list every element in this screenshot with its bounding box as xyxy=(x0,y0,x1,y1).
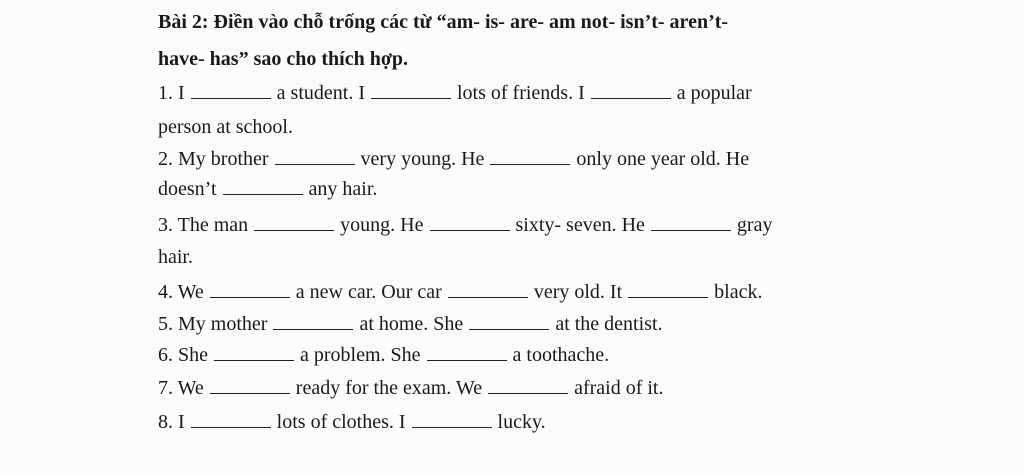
question-text: a student. I xyxy=(276,82,365,104)
answer-blank[interactable] xyxy=(254,229,334,231)
question-text: at home. She xyxy=(359,313,464,335)
question-text: a problem. She xyxy=(300,344,421,366)
answer-blank[interactable] xyxy=(210,392,290,394)
answer-blank[interactable] xyxy=(628,296,708,298)
question-7-line xyxy=(158,376,663,400)
question-text: a new car. Our car xyxy=(295,281,442,303)
question-5-line xyxy=(158,312,663,336)
question-text: 7. We xyxy=(158,377,204,399)
question-text: black. xyxy=(714,281,763,303)
question-text: only one year old. He xyxy=(576,148,750,170)
answer-blank[interactable] xyxy=(490,163,570,165)
answer-blank[interactable] xyxy=(191,97,271,99)
answer-blank[interactable] xyxy=(427,359,507,361)
question-text: lots of friends. I xyxy=(456,82,585,104)
question-text: gray xyxy=(736,214,773,236)
question-6-line xyxy=(158,343,609,367)
question-1-line-1 xyxy=(158,81,752,105)
question-text: a toothache. xyxy=(512,344,610,366)
answer-blank[interactable] xyxy=(448,296,528,298)
question-2-line-2 xyxy=(158,177,377,201)
question-text: very young. He xyxy=(360,148,485,170)
question-text: sixty- seven. He xyxy=(515,214,645,236)
question-text: 3. The man xyxy=(158,214,249,236)
answer-blank[interactable] xyxy=(273,328,353,330)
question-text: lucky. xyxy=(497,411,546,433)
question-3-line-1 xyxy=(158,213,772,237)
question-text: at the dentist. xyxy=(555,313,663,335)
question-8-line xyxy=(158,410,546,434)
question-3-line-2: hair. xyxy=(158,246,193,268)
question-text: very old. It xyxy=(533,281,623,303)
answer-blank[interactable] xyxy=(591,97,671,99)
question-text: 2. My brother xyxy=(158,148,269,170)
question-1-line-2: person at school. xyxy=(158,116,293,138)
question-text: any hair. xyxy=(308,178,378,200)
question-text: 4. We xyxy=(158,281,204,303)
question-2-line-1 xyxy=(158,147,749,171)
answer-blank[interactable] xyxy=(210,296,290,298)
question-text: doesn’t xyxy=(158,178,217,200)
question-text: 8. I xyxy=(158,411,185,433)
answer-blank[interactable] xyxy=(191,426,271,428)
answer-blank[interactable] xyxy=(223,193,303,195)
answer-blank[interactable] xyxy=(275,163,355,165)
question-text: a popular xyxy=(676,82,752,104)
answer-blank[interactable] xyxy=(651,229,731,231)
answer-blank[interactable] xyxy=(469,328,549,330)
question-text: 5. My mother xyxy=(158,313,268,335)
answer-blank[interactable] xyxy=(412,426,492,428)
question-text: young. He xyxy=(340,214,424,236)
question-text: afraid of it. xyxy=(574,377,664,399)
question-text: 6. She xyxy=(158,344,208,366)
answer-blank[interactable] xyxy=(430,229,510,231)
answer-blank[interactable] xyxy=(488,392,568,394)
answer-blank[interactable] xyxy=(214,359,294,361)
question-text: 1. I xyxy=(158,82,185,104)
question-text: lots of clothes. I xyxy=(276,411,406,433)
exercise-title-line-2: have- has” sao cho thích hợp. xyxy=(158,48,409,70)
question-4-line xyxy=(158,280,762,304)
answer-blank[interactable] xyxy=(371,97,451,99)
question-text: ready for the exam. We xyxy=(295,377,483,399)
exercise-title-line-1: Bài 2: Điền vào chỗ trống các từ “am- is- are- am not- isn’t- aren’t- xyxy=(158,11,729,33)
